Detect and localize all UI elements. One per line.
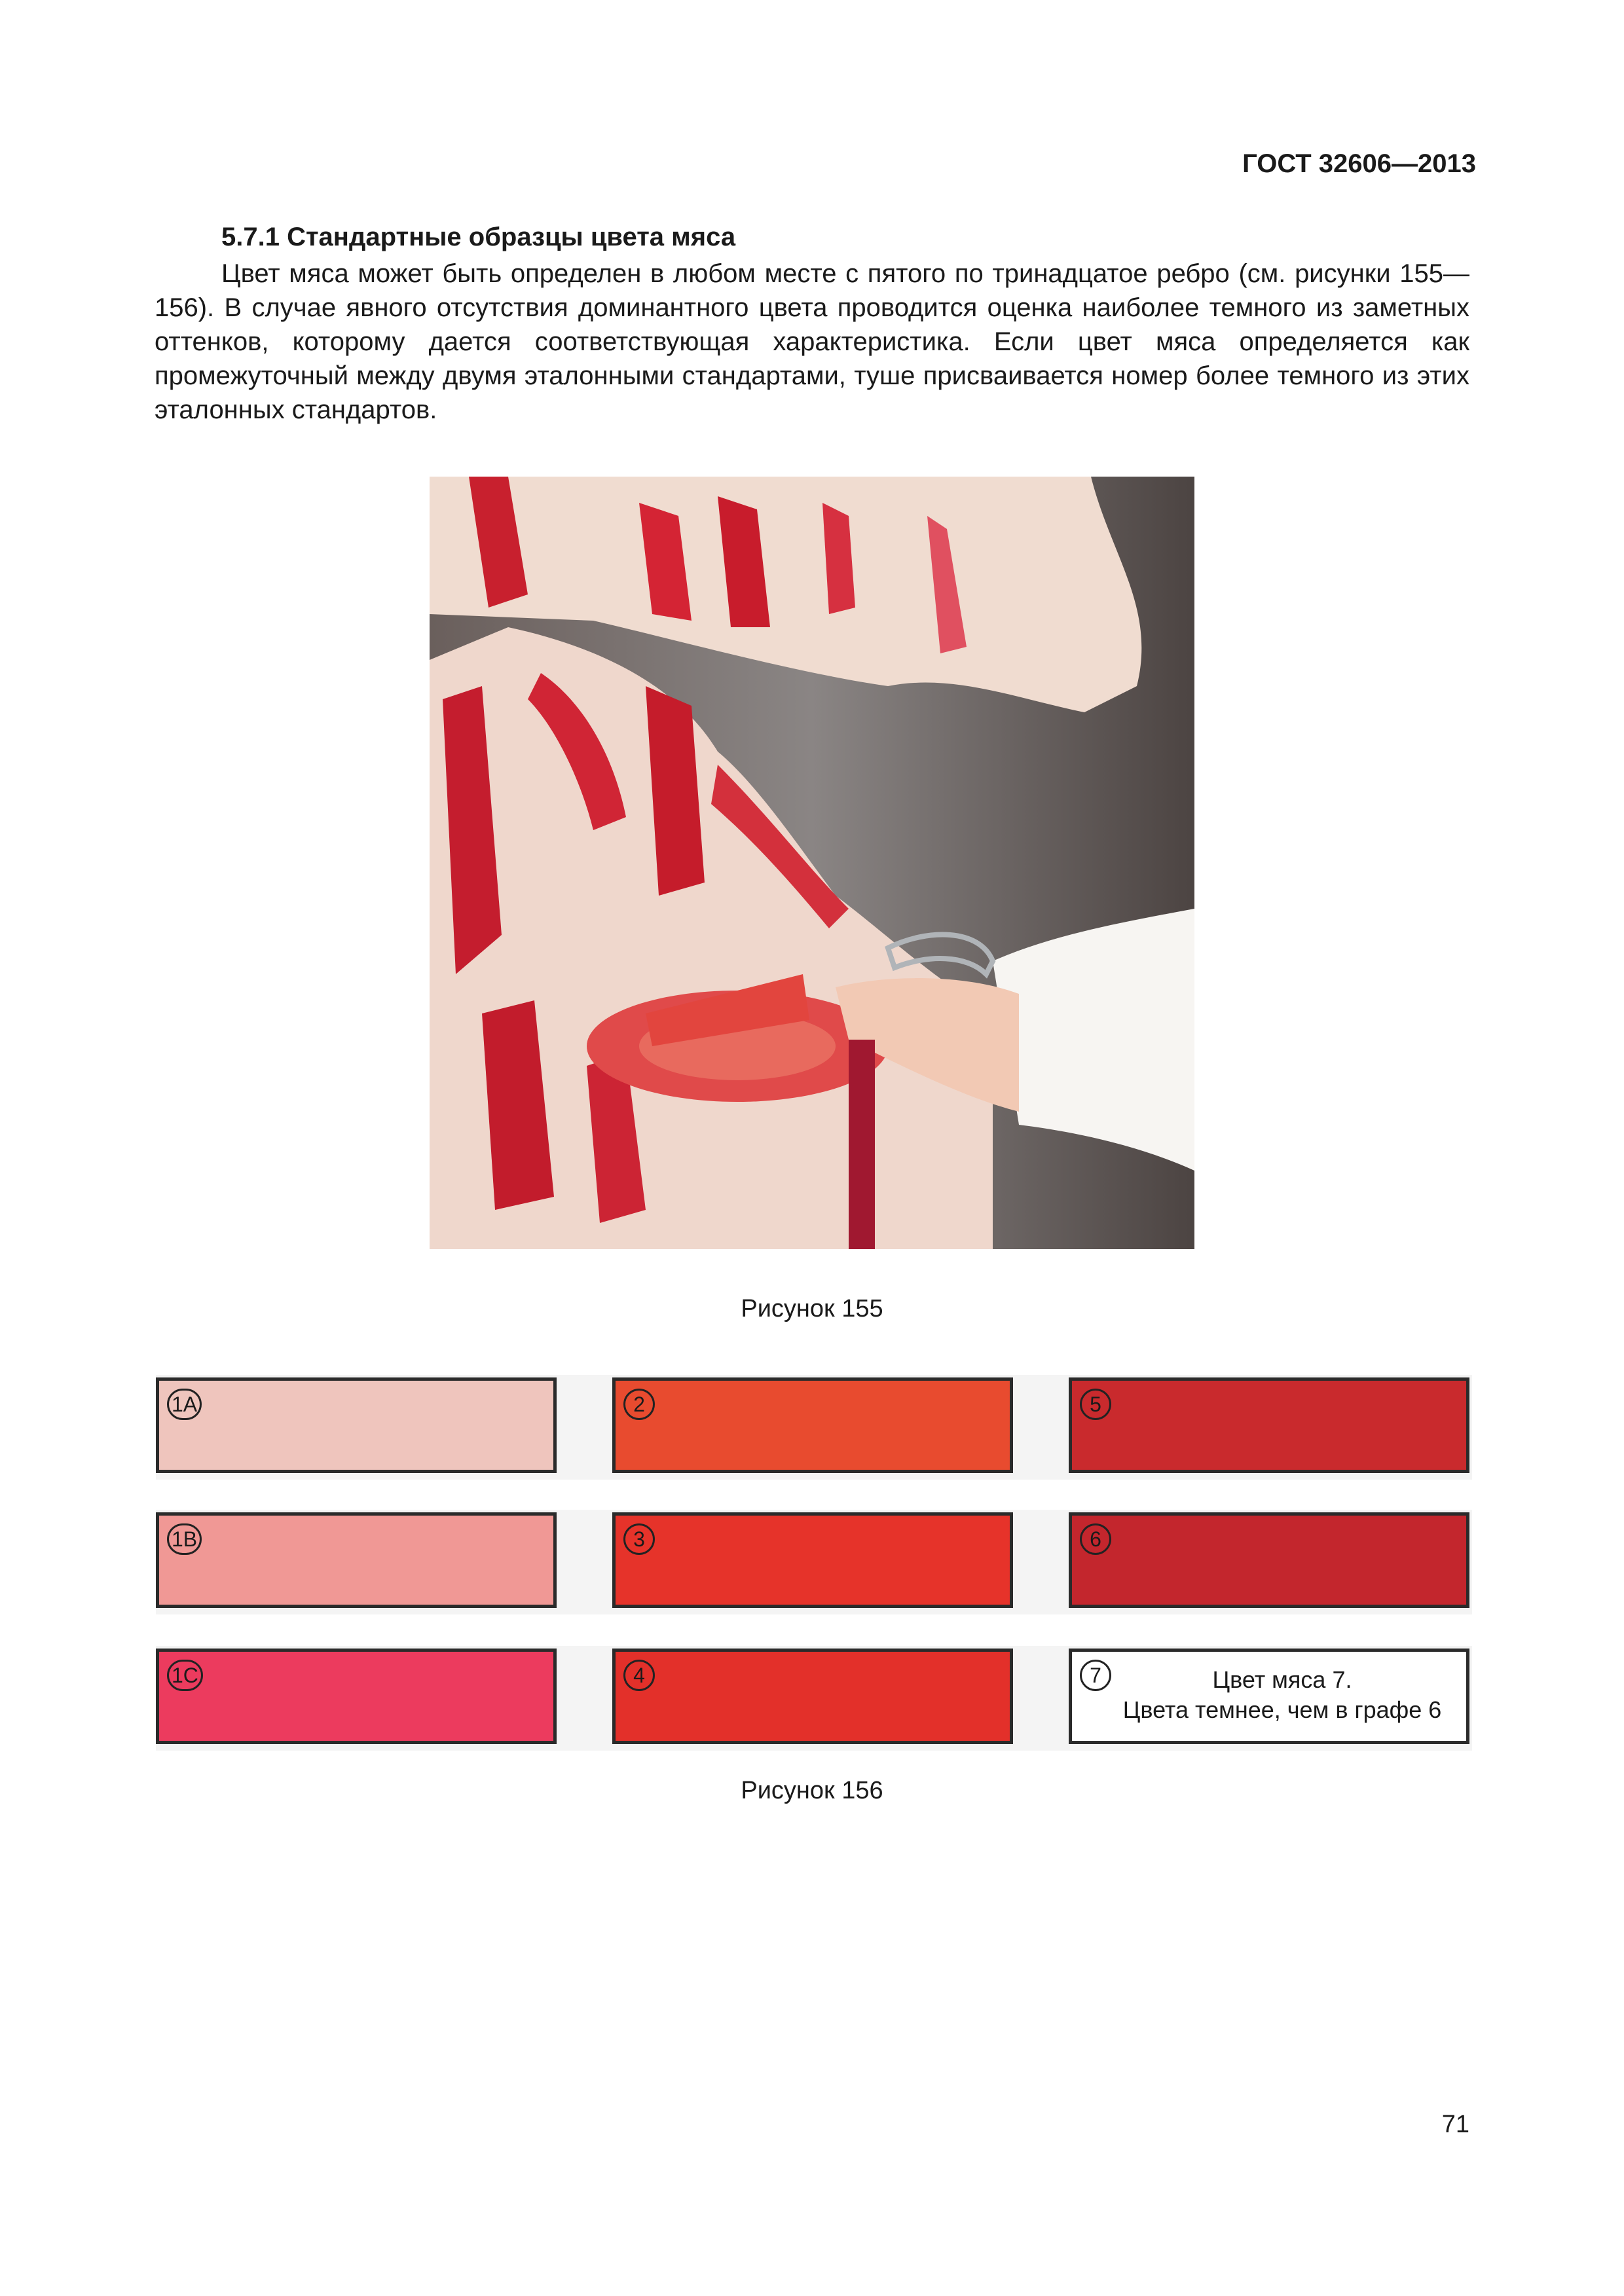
section-title: 5.7.1 Стандартные образцы цвета мяса: [221, 223, 736, 251]
swatch-number-badge: 2: [623, 1389, 655, 1420]
color-swatch-1c: [156, 1649, 557, 1744]
color-swatch-3: [612, 1512, 1013, 1608]
color-swatch-2: [612, 1377, 1013, 1473]
swatch-number-badge: 6: [1080, 1523, 1111, 1555]
section-paragraph: Цвет мяса может быть определен в любом месте с пятого по тринадцатое ребро (см. рисунки 155—156). В случае явного отсутствия доминантного цвета проводится оценка наиболее темного из заметных оттенков, которому дается соответствующая характеристика. Если цвет мяса определяется как промежуточный между двумя эталонными стандартами, туше присваивается номер более темного из этих эталонных стандартов.: [155, 259, 1469, 424]
swatch-number-badge: 1B: [167, 1523, 202, 1555]
swatch-number-badge: 4: [623, 1660, 655, 1691]
document-code: ГОСТ 32606—2013: [1242, 149, 1476, 178]
page-number: 71: [1441, 2111, 1469, 2138]
swatch-number-badge: 1A: [167, 1389, 202, 1420]
swatch-note-line: Цвета темнее, чем в графе 6: [1122, 1696, 1442, 1723]
color-swatch-4: [612, 1649, 1013, 1744]
swatch-number-badge: 7: [1080, 1660, 1111, 1691]
swatch-number-badge: 1C: [167, 1660, 203, 1691]
swatch-number-badge: 3: [623, 1523, 655, 1555]
swatch-number-badge: 5: [1080, 1389, 1111, 1420]
figure-155-caption: Рисунок 155: [741, 1295, 883, 1322]
color-swatch-7: [1069, 1649, 1469, 1744]
color-swatch-1a: [156, 1377, 557, 1473]
color-swatch-1b: [156, 1512, 557, 1608]
swatch-note: [1111, 1665, 1453, 1725]
color-swatch-5: [1069, 1377, 1469, 1473]
color-swatch-6: [1069, 1512, 1469, 1608]
figure-155-photo: [430, 477, 1194, 1249]
swatch-note-line: Цвет мяса 7.: [1212, 1666, 1352, 1693]
figure-156-caption: Рисунок 156: [741, 1777, 883, 1804]
